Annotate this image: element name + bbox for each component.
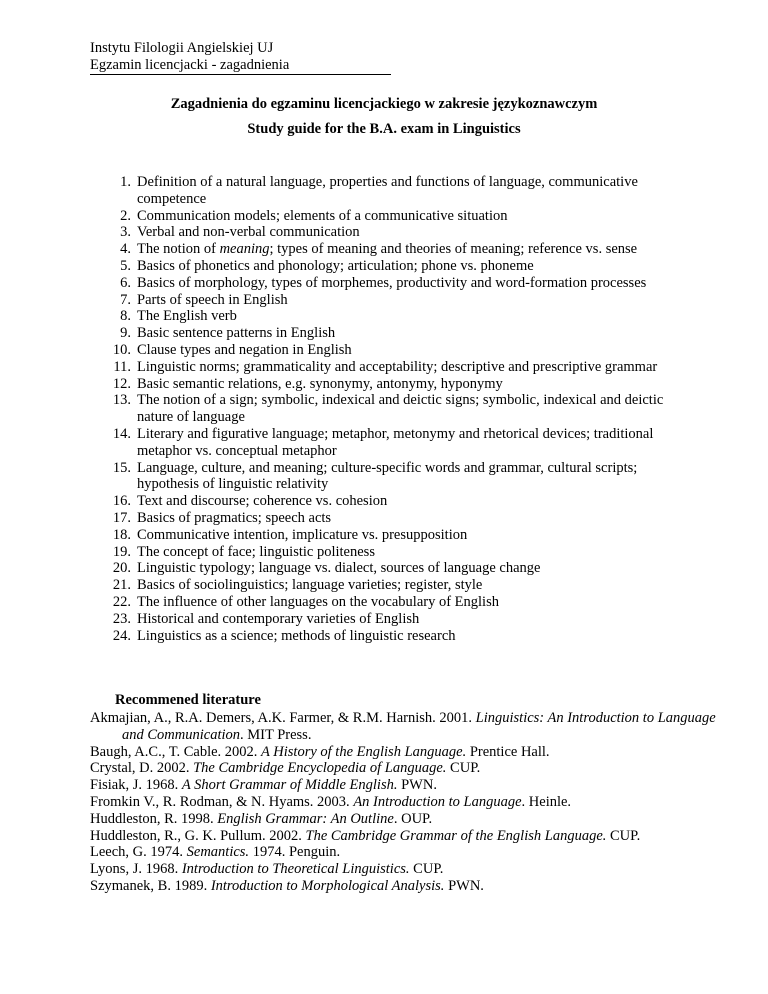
topic-item: [90, 208, 690, 225]
topic-item: [90, 325, 690, 342]
reference-publisher: Prentice Hall.: [466, 743, 550, 760]
topic-item: [90, 224, 690, 241]
topic-text: Linguistic typology; language vs. dialect, sources of language change: [137, 560, 541, 577]
topic-number: 4.: [120, 241, 131, 258]
topic-item: [90, 493, 690, 510]
reference-title: The Cambridge Encyclopedia of Language.: [193, 760, 447, 777]
topic-number: 1.: [120, 174, 131, 190]
topic-item: [90, 460, 690, 494]
reference-entry: [90, 811, 730, 828]
reference-publisher: PWN.: [397, 777, 437, 794]
reference-entry: [90, 878, 730, 895]
topic-text: Basics of pragmatics; speech acts: [137, 509, 332, 526]
topic-number: 15.: [112, 459, 131, 476]
topic-number: 10.: [112, 341, 131, 358]
reference-entry: [90, 710, 730, 744]
topic-text: The influence of other languages on the vocabulary of English: [137, 593, 499, 610]
topic-text: Communicative intention, implicature vs. presupposition: [137, 526, 468, 543]
topic-text: The English verb: [137, 308, 237, 325]
topic-item: [90, 275, 690, 292]
literature-list: [90, 710, 730, 895]
topic-item: [90, 544, 690, 561]
reference-title: Linguistics: An Introduction to Language and Communication: [122, 710, 716, 743]
topic-item: [90, 292, 690, 309]
topic-number: 21.: [112, 577, 131, 594]
topic-number: 18.: [112, 526, 131, 543]
header-subject: Egzamin licencjacki - zagadnienia: [90, 57, 391, 75]
topic-number: 23.: [112, 610, 131, 627]
reference-publisher: CUP.: [409, 861, 444, 878]
topic-item: [90, 359, 690, 376]
topic-text: Linguistic norms; grammaticality and acceptability; descriptive and prescriptive grammar: [137, 358, 658, 375]
topic-item: [90, 594, 690, 611]
reference-author-year: Akmajian, A., R.A. Demers, A.K. Farmer, & R.M. Harnish. 2001.: [90, 710, 476, 726]
reference-publisher: CUP.: [606, 827, 641, 844]
topic-item: [90, 342, 690, 359]
reference-title: English Grammar: An Outline: [217, 810, 394, 827]
topic-item: [90, 510, 690, 527]
topic-text: Basic semantic relations, e.g. synonymy, antonymy, hyponymy: [137, 375, 503, 392]
topic-text: ; types of meaning and theories of meaning; reference vs. sense: [269, 241, 638, 258]
topic-text: Basic sentence patterns in English: [137, 325, 336, 342]
reference-author-year: Szymanek, B. 1989.: [90, 877, 211, 894]
reference-title: Introduction to Morphological Analysis.: [210, 877, 445, 894]
topic-number: 7.: [120, 291, 131, 308]
reference-publisher: . OUP.: [393, 810, 433, 827]
topic-item: [90, 258, 690, 275]
topic-number: 19.: [112, 543, 131, 560]
reference-author-year: Baugh, A.C., T. Cable. 2002.: [90, 743, 262, 760]
title-english: Study guide for the B.A. exam in Linguistics: [247, 121, 521, 137]
reference-author-year: Leech, G. 1974.: [90, 844, 187, 861]
topic-number: 13.: [112, 392, 131, 409]
topic-item: [90, 611, 690, 628]
topic-text: Historical and contemporary varieties of English: [137, 610, 420, 627]
topic-text: Basics of phonetics and phonology; articulation; phone vs. phoneme: [137, 257, 534, 274]
topic-text: Text and discourse; coherence vs. cohesion: [137, 493, 388, 510]
reference-publisher: . MIT Press.: [240, 726, 312, 743]
reference-author-year: Fisiak, J. 1968.: [90, 777, 182, 794]
reference-author-year: Fromkin V., R. Rodman, & N. Hyams. 2003.: [90, 793, 354, 810]
literature-heading: Recommened literature: [115, 692, 261, 708]
topic-number: 2.: [120, 207, 131, 224]
topic-item: [90, 241, 690, 258]
topic-number: 17.: [112, 509, 131, 526]
topic-item: [90, 392, 690, 426]
reference-title: Semantics.: [186, 844, 250, 861]
topic-text: Basics of morphology, types of morphemes, productivity and word-formation processes: [137, 274, 647, 291]
topic-emphasis: meaning: [219, 241, 270, 258]
topic-number: 6.: [120, 274, 131, 291]
reference-author-year: Huddleston, R. 1998.: [90, 810, 218, 827]
topics-list: [90, 174, 690, 644]
reference-entry: [90, 744, 730, 761]
topic-number: 11.: [113, 358, 131, 375]
header-institute: Instytu Filologii Angielskiej UJ: [90, 40, 274, 56]
topic-item: [90, 560, 690, 577]
topic-number: 20.: [112, 560, 131, 577]
topic-item: [90, 527, 690, 544]
reference-title: The Cambridge Grammar of the English Language.: [305, 827, 607, 844]
reference-publisher: CUP.: [446, 760, 481, 777]
reference-publisher: PWN.: [444, 877, 484, 894]
topic-number: 24.: [112, 627, 131, 644]
topic-number: 22.: [112, 593, 131, 610]
topic-text: Language, culture, and meaning; culture-specific words and grammar, cultural scripts; hypothesis of linguistic relativity: [137, 459, 638, 493]
reference-entry: [90, 777, 730, 794]
reference-title: A History of the English Language.: [261, 743, 467, 760]
reference-publisher: 1974. Penguin.: [249, 844, 341, 861]
topic-number: 9.: [120, 325, 131, 342]
reference-title: A Short Grammar of Middle English.: [181, 777, 398, 794]
reference-author-year: Huddleston, R., G. K. Pullum. 2002.: [90, 827, 306, 844]
topic-number: 12.: [112, 375, 131, 392]
topic-text: Communication models; elements of a communicative situation: [137, 207, 508, 224]
reference-author-year: Lyons, J. 1968.: [90, 861, 182, 878]
reference-publisher: . Heinle.: [521, 793, 572, 810]
topic-item: [90, 628, 690, 645]
reference-title: Introduction to Theoretical Linguistics.: [181, 861, 410, 878]
topic-number: 16.: [112, 493, 131, 510]
topic-item: [90, 577, 690, 594]
topic-item: [90, 376, 690, 393]
topic-item: [90, 308, 690, 325]
topic-text: The concept of face; linguistic politeness: [137, 543, 375, 560]
topic-number: 14.: [112, 425, 131, 442]
reference-entry: [90, 828, 730, 845]
reference-title: An Introduction to Language: [353, 793, 522, 810]
topic-text: Basics of sociolinguistics; language varieties; register, style: [137, 577, 483, 594]
topic-item: [90, 174, 690, 208]
topic-text: Parts of speech in English: [137, 291, 288, 308]
topic-number: 5.: [120, 257, 131, 274]
topic-number: 8.: [120, 308, 131, 325]
title-polish: Zagadnienia do egzaminu licencjackiego w zakresie językoznawczym: [170, 96, 598, 112]
topic-text: Verbal and non-verbal communication: [137, 224, 360, 241]
topic-text: Literary and figurative language; metaphor, metonymy and rhetorical devices; traditional metaphor vs. conceptual metaphor: [137, 425, 654, 459]
topic-text: Clause types and negation in English: [137, 341, 352, 358]
topic-text: The notion of: [137, 241, 220, 258]
reference-entry: [90, 844, 730, 861]
reference-entry: [90, 794, 730, 811]
reference-entry: [90, 861, 730, 878]
reference-author-year: Crystal, D. 2002.: [90, 760, 194, 777]
topic-text: The notion of a sign; symbolic, indexical and deictic signs; symbolic, indexical and deictic nature of language: [137, 392, 664, 426]
topic-text: Linguistics as a science; methods of linguistic research: [137, 627, 456, 644]
reference-entry: [90, 760, 730, 777]
topic-number: 3.: [120, 224, 131, 241]
topic-text: Definition of a natural language, properties and functions of language, communicative competence: [137, 174, 638, 207]
topic-item: [90, 426, 690, 460]
